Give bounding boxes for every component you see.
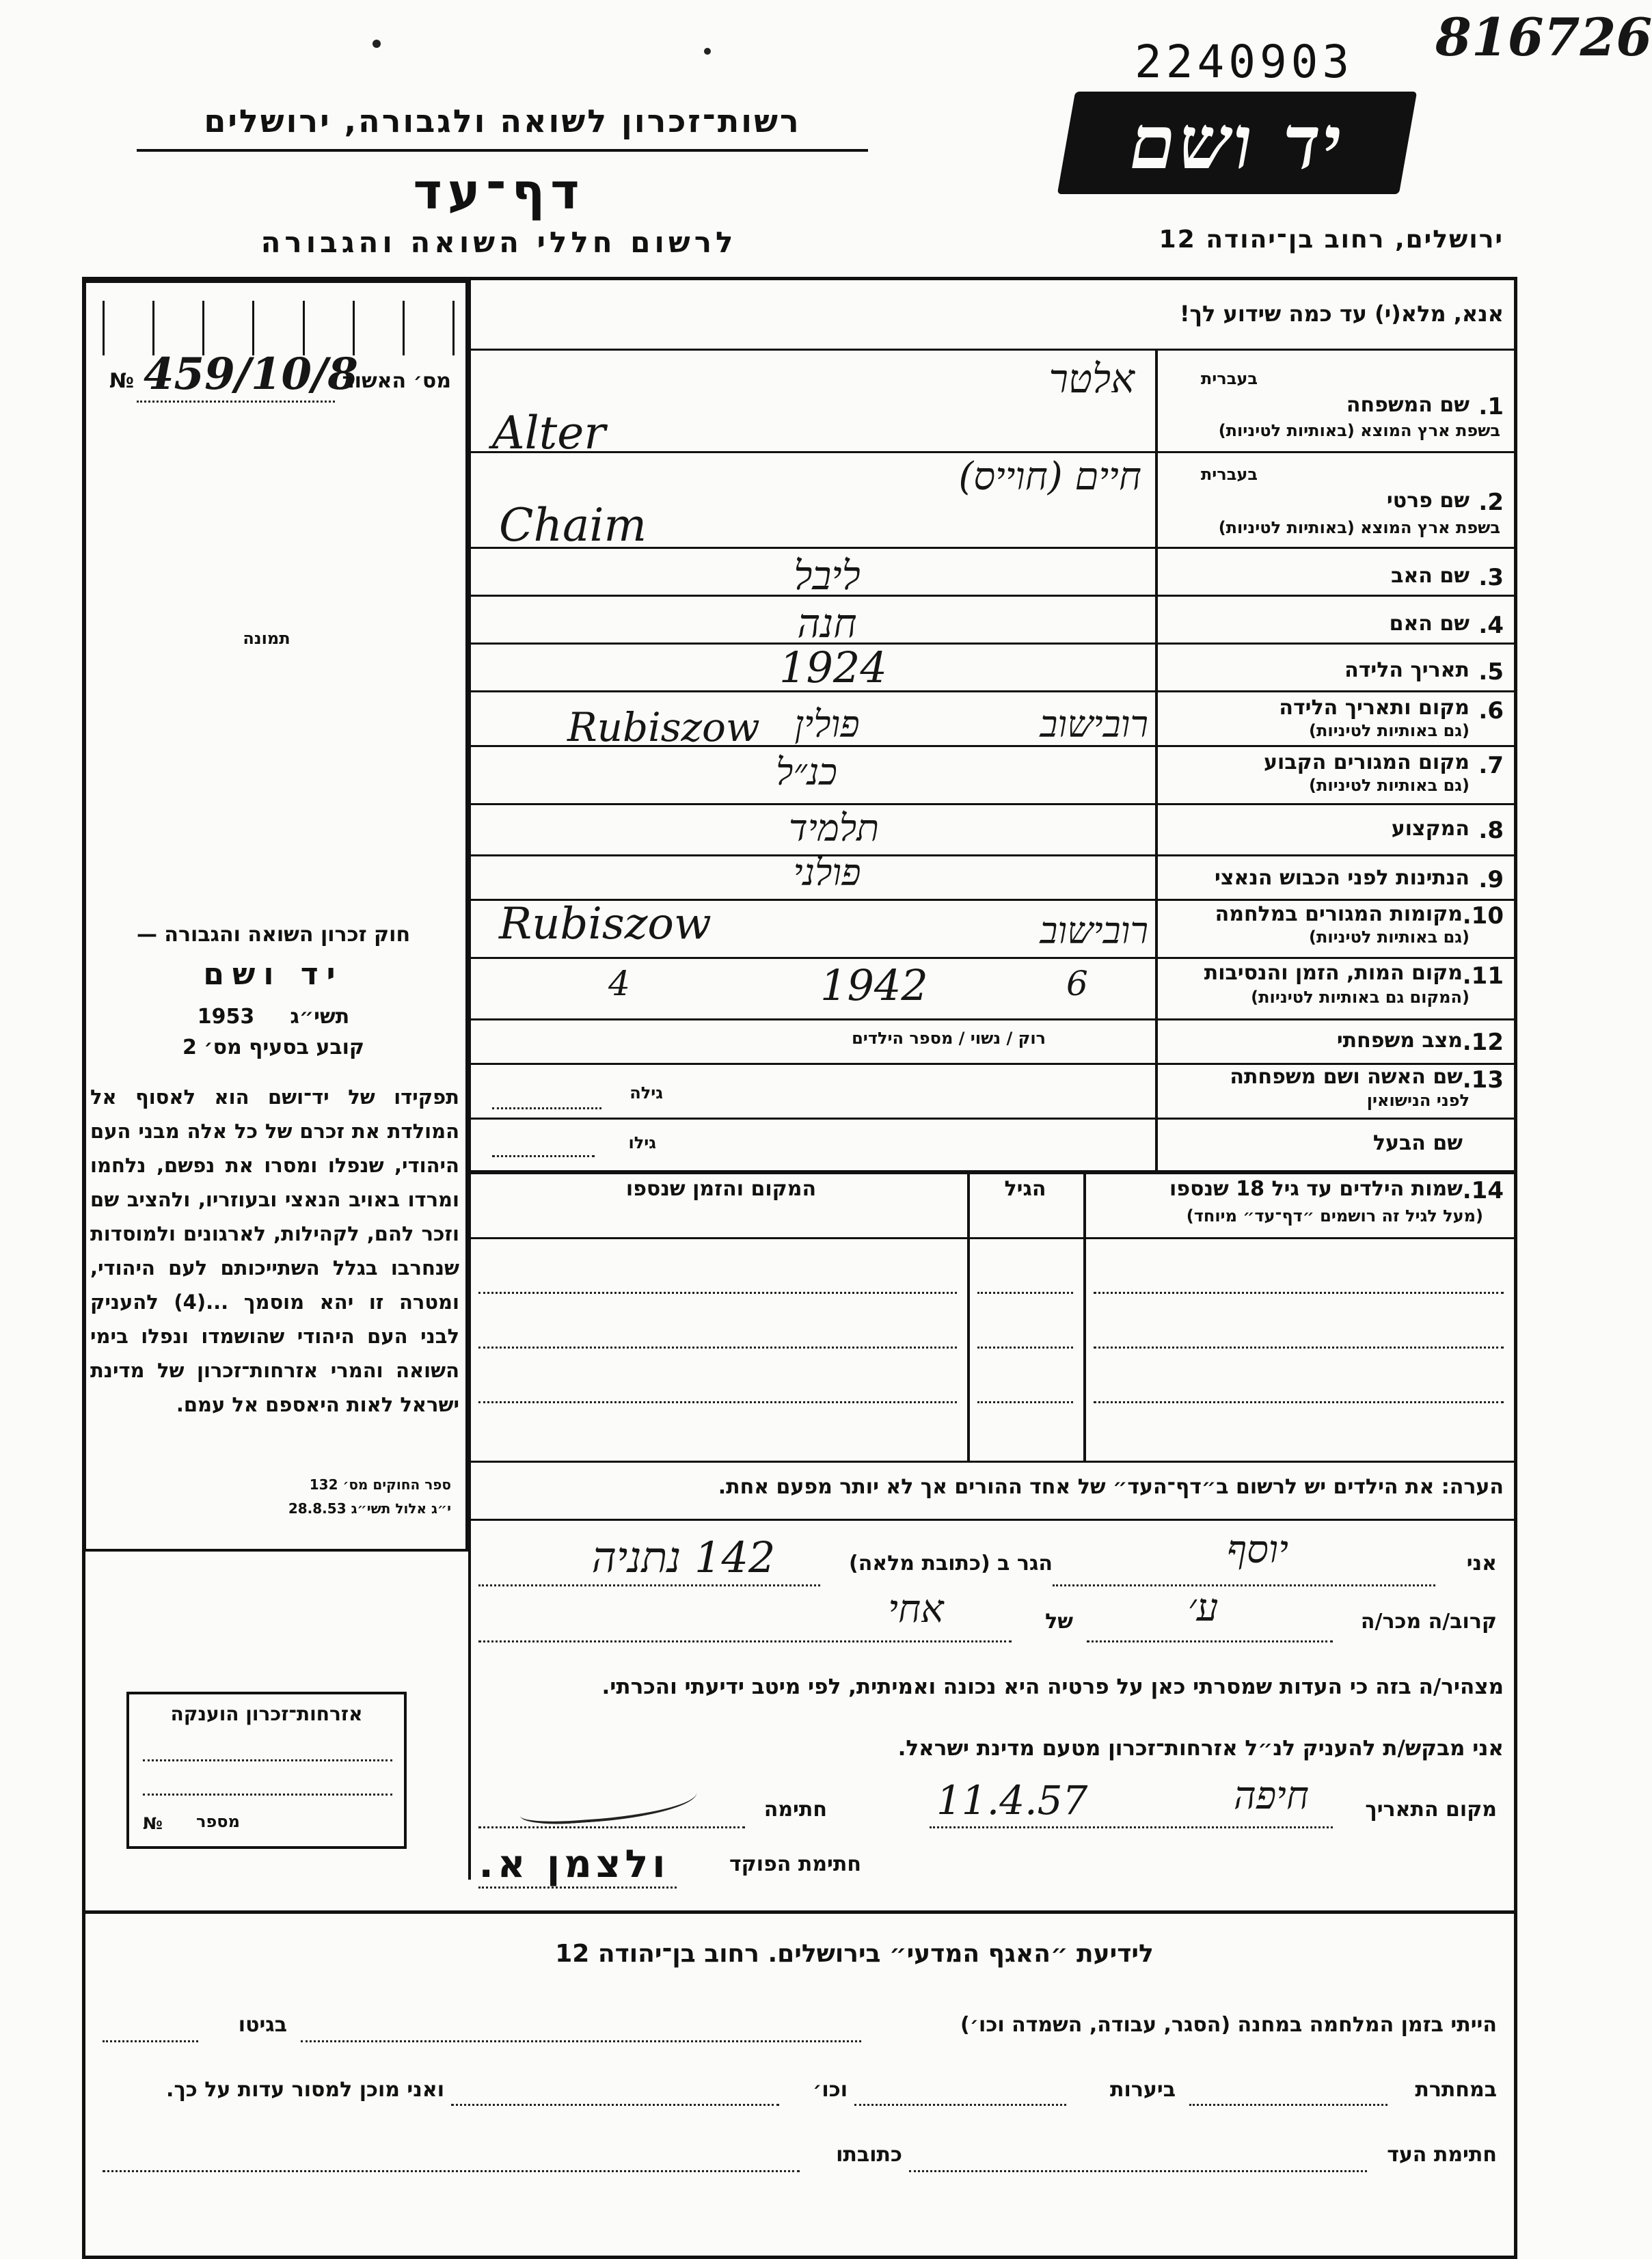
law-body: תפקידו של יד־ושם הוא לאסוף אל המולדת את זכרם של כל אלה מבני העם היהודי, שנפלו ומסרו את נפשם, נלחמו ומרדו באויב הנאצי ובעוזריו, ולהציב שם וזכר להם, לקהילות, לארגונים ולמוסדות שנחרבו בגלל השתייכותם לעם היהודי, ומטרה זו יהא מוסמך ...(4) להעניק לבני העם היהודי שהושמדו ונפלו בימי השואה והמרי אזרחות־זכרון של מדינת ישראל לאות היאספם אל עמם.: [90, 1085, 459, 1416]
field-11-label: מקום המות, הזמן והנסיבות: [1204, 961, 1463, 985]
husband-age-label: גילו: [628, 1133, 656, 1152]
husband-age-underline: [492, 1155, 595, 1157]
citizenship-line: [143, 1759, 392, 1761]
relation-mark: ע׳: [1187, 1586, 1219, 1630]
bottom-line2-underline: [1189, 2104, 1387, 2106]
field-6-value-hebrew: רובישוב: [1040, 703, 1148, 746]
field-7-number: 7.: [1478, 752, 1504, 779]
date-value: 11.4.57: [936, 1777, 1088, 1824]
children-row: [1094, 1347, 1504, 1349]
field-2-value-latin: Chaim: [499, 499, 647, 552]
children-row: [977, 1292, 1073, 1294]
citizenship-title: אזרחות־זכרון הוענקה: [170, 1703, 363, 1725]
citizenship-line: [143, 1794, 392, 1796]
logo-text: יד ושם: [1122, 100, 1352, 186]
children-number: 14.: [1462, 1177, 1504, 1204]
field-5-number: 5.: [1478, 658, 1504, 686]
bottom-line1-end-underline: [103, 2040, 198, 2042]
form-subtitle: לרשום חללי השואה והגבורה: [260, 226, 737, 259]
field-11-number: 11.: [1462, 962, 1504, 990]
place-date-label: מקום התאריך: [1365, 1798, 1497, 1822]
bottom-witness-address-label: כתובתו: [836, 2143, 902, 2167]
bottom-line1: הייתי בזמן המלחמה במחנה (הסגר, עבודה, השמדה וכו׳): [960, 2013, 1497, 2037]
field-3-label: שם האב: [1391, 564, 1470, 588]
husband-name-label: שם הבעל: [1372, 1131, 1463, 1155]
field-6-number: 6.: [1478, 697, 1504, 725]
declaration-request: אני מבקש/ת להעניק לנ״ל אזרחות־זכרון מטעם מדינת ישראל.: [897, 1736, 1504, 1761]
row-rule: [470, 690, 1516, 692]
form-title: דף־עד: [413, 163, 585, 220]
declaration-statement: מצהיר/ה בזה כי העדות שמסרתי כאן על פרטיה היא נכונה ואמיתית, לפי מיטב ידיעתי והכרתי.: [601, 1675, 1504, 1699]
field-10-sub: (גם באותיות לטיניות): [1309, 928, 1470, 947]
bottom-section-rule: [83, 1910, 1516, 1914]
relation-value: אחי: [888, 1587, 944, 1632]
fields-divider: [1155, 349, 1158, 1172]
column-divider: [468, 280, 471, 1880]
row-rule: [470, 1172, 1516, 1174]
children-row: [478, 1401, 957, 1403]
address-value: 142 נתניה: [591, 1532, 776, 1582]
row-rule: [470, 803, 1516, 805]
children-label: שמות הילדים עד גיל 18 שנספו: [1169, 1177, 1463, 1201]
field-8-number: 8.: [1478, 817, 1504, 844]
children-col-divider: [1083, 1170, 1086, 1461]
children-col-place: המקום והזמן שנספו: [625, 1177, 817, 1201]
field-1-value-hebrew: אלטר: [1048, 355, 1135, 402]
field-11-value-year: 1942: [820, 960, 928, 1010]
row-rule: [470, 451, 1516, 453]
place-value: חיפה: [1234, 1774, 1309, 1818]
bottom-line2-etc: וכו׳: [813, 2078, 848, 2102]
bottom-line2-underline: [451, 2104, 779, 2106]
address-underline: [478, 1584, 820, 1586]
of-underline: [478, 1640, 1012, 1642]
field-6-value-latin: Rubiszow: [567, 704, 760, 750]
field-13-label: שם האשה ושם משפחתה: [1230, 1065, 1463, 1089]
wife-age-label: גילה: [629, 1083, 663, 1103]
relative-underline: [1087, 1640, 1333, 1642]
field-4-number: 4.: [1478, 612, 1504, 639]
declarant-value: יוסף: [1227, 1528, 1288, 1572]
bottom-line2-forests: ביערות: [1110, 2078, 1176, 2102]
field-1-sub: בשפת ארץ המוצא (באותיות לטיניות): [1218, 421, 1500, 440]
declarant-underline: [1053, 1584, 1435, 1586]
relative-label: קרוב/ה מכר/ה: [1360, 1610, 1497, 1634]
citizenship-num-label: מספר: [196, 1812, 240, 1831]
field-13-sub: לפני הנישואין: [1366, 1091, 1470, 1110]
place-date-underline: [930, 1826, 1333, 1828]
wife-age-underline: [492, 1107, 601, 1109]
field-2-hebrew-tag: בעברית: [1200, 465, 1258, 484]
field-1-number: 1.: [1478, 393, 1504, 420]
children-row: [478, 1347, 957, 1349]
approval-number-mark: №: [109, 369, 135, 393]
bottom-line3-underline: [103, 2170, 800, 2172]
bottom-line3-underline: [909, 2170, 1367, 2172]
field-4-label: שם האם: [1389, 612, 1470, 636]
approval-number-label: מס׳ האשור: [342, 369, 451, 393]
field-11-sub: (המקום גם באותיות לטיניות): [1251, 988, 1470, 1007]
bottom-title: לידיעת ״האגף המדעי״ בירושלים. רחוב בן־יהודה 12: [555, 1940, 1154, 1968]
note-rule-top: [470, 1461, 1516, 1463]
children-row: [977, 1347, 1073, 1349]
children-col-divider: [967, 1170, 970, 1461]
field-5-value: 1924: [779, 642, 887, 692]
field-9-value: פולני: [793, 851, 861, 894]
note-rule-bottom: [470, 1519, 1516, 1521]
field-10-value-hebrew: רובישוב: [1040, 909, 1148, 952]
field-7-sub: (גם באותיות לטיניות): [1309, 776, 1470, 795]
field-12-label: מצב משפחתי: [1336, 1029, 1463, 1053]
law-year-row: [96, 1005, 451, 1029]
field-13-number: 13.: [1462, 1066, 1504, 1094]
bottom-line2-underline: [854, 2104, 1066, 2106]
field-8-label: המקצוע: [1391, 817, 1470, 841]
field-10-number: 10.: [1462, 902, 1504, 930]
photo-label: תמונה: [243, 629, 290, 648]
field-11-value-c: 6: [1066, 964, 1088, 1003]
field-5-label: תאריך הלידה: [1344, 658, 1470, 682]
address: ירושלים, רחוב בן־יהודה 12: [1159, 226, 1504, 254]
intro-rule: [470, 349, 1516, 351]
field-6-label: מקום ותאריך הלידה: [1279, 696, 1470, 720]
field-1-label: שם המשפחה: [1346, 393, 1470, 417]
bottom-line2-end: ואני מוכן למסור עדות על כך.: [166, 2078, 444, 2102]
field-2-label: שם פרטי: [1386, 489, 1470, 513]
law-footer-1: ספר החוקים מס׳ 132: [309, 1476, 451, 1493]
field-2-number: 2.: [1478, 489, 1504, 516]
field-11-value-a: 4: [608, 964, 630, 1003]
field-8-value: תלמיד: [788, 807, 880, 850]
field-7-label: מקום המגורים הקבוע: [1264, 750, 1470, 774]
field-3-value: ליבל: [794, 552, 861, 599]
bottom-line2-underground: במחתרת: [1415, 2078, 1497, 2102]
field-12-number: 12.: [1462, 1029, 1504, 1056]
field-7-value: כנ״ל: [776, 750, 837, 794]
field-10-label: מקומות המגורים במלחמה: [1215, 902, 1463, 926]
row-rule: [470, 957, 1516, 959]
law-year-hebrew: תשי״ג: [290, 1005, 350, 1029]
approval-number-value: 459/10/8: [144, 349, 358, 400]
declarant-label: אני: [1466, 1552, 1497, 1575]
of-label: של: [1045, 1610, 1073, 1634]
children-col-age: הגיל: [1004, 1177, 1046, 1201]
handwritten-document-number: 816726: [1435, 7, 1652, 68]
citizenship-num-mark: №: [143, 1814, 163, 1833]
field-2-value-hebrew: חיים (חוייס): [958, 455, 1141, 499]
law-logo: יד ושם: [203, 957, 344, 992]
field-9-label: הנתינות לפני הכבוש הנאצי: [1215, 866, 1470, 890]
children-row: [1094, 1401, 1504, 1403]
authority-underline: [137, 149, 868, 152]
field-12-options: רוק / נשוי / מספר הילדים: [852, 1029, 1046, 1048]
field-1-hebrew-tag: בעברית: [1200, 369, 1258, 388]
row-rule: [470, 854, 1516, 856]
field-6-sub: (גם באותיות לטיניות): [1309, 721, 1470, 740]
field-6-value-country: פולין: [794, 703, 860, 746]
row-rule: [470, 595, 1516, 597]
field-9-number: 9.: [1478, 866, 1504, 893]
children-sub: (מעל לגיל זה רושמים ״דף־עד״ מיוחד): [1186, 1206, 1483, 1226]
field-10-value-latin: Rubiszow: [499, 899, 712, 949]
form-intro: אנא, מלא(י) עד כמה שידוע לך!: [1179, 301, 1504, 327]
law-year: 1953: [197, 1005, 255, 1029]
children-row: [478, 1292, 957, 1294]
field-1-value-latin: Alter: [492, 407, 606, 459]
official-signature-label: חתימת הפוקד: [729, 1852, 861, 1876]
citizenship-box: [126, 1692, 407, 1849]
official-signature-value: ולצמן א.: [478, 1842, 670, 1886]
approval-underline: [137, 401, 335, 403]
law-footer-2: י״ג אלול תשי״ג 28.8.53: [288, 1500, 451, 1517]
row-rule: [470, 642, 1516, 645]
field-4-value: חנה: [797, 600, 857, 647]
bottom-witness-signature-label: חתימת העד: [1387, 2143, 1497, 2167]
bottom-line1-end: בגיטו: [238, 2013, 287, 2037]
row-rule: [470, 1018, 1516, 1020]
children-row: [1094, 1292, 1504, 1294]
bottom-line1-underline: [301, 2040, 861, 2042]
field-2-sub: בשפת ארץ המוצא (באותיות לטיניות): [1218, 518, 1500, 537]
archive-number: 2240903: [1135, 36, 1354, 88]
official-underline: [478, 1886, 677, 1889]
law-title: חוק זכרון השואה והגבורה —: [136, 923, 411, 947]
ink-dot: [704, 48, 711, 55]
authority-name: רשות־זכרון לשואה ולגבורה, ירושלים: [204, 103, 801, 139]
children-row: [977, 1401, 1073, 1403]
law-clause: קובע בסעיף מס׳ 2: [182, 1036, 365, 1059]
children-header-rule: [470, 1237, 1516, 1239]
signature-underline: [478, 1826, 745, 1828]
ink-dot: [373, 40, 381, 48]
address-label: הגר ב (כתובת מלאה): [848, 1552, 1053, 1575]
children-note: הערה: את הילדים יש לרשום ב״דף־העד״ של אחד ההורים אך לא יותר מפעם אחת.: [718, 1475, 1504, 1499]
yad-vashem-logo: [1057, 92, 1417, 194]
signature-label: חתימה: [763, 1798, 827, 1822]
approval-number-comb: [103, 301, 455, 355]
field-3-number: 3.: [1478, 564, 1504, 591]
row-rule: [470, 1170, 1516, 1172]
row-rule: [470, 1118, 1516, 1120]
